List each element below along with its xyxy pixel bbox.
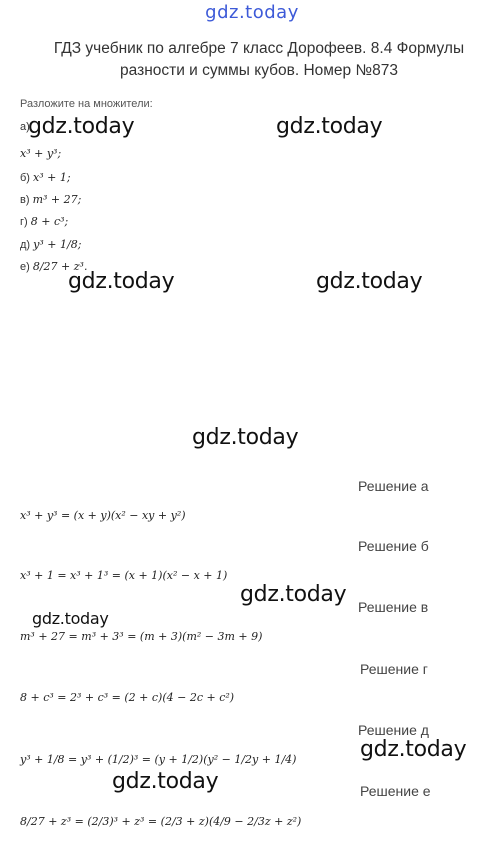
task-item-a-label: а) <box>20 121 30 133</box>
task-item-v: в) m³ + 27; <box>20 193 82 206</box>
watermark: gdz.today <box>240 582 347 607</box>
solution-d-formula: y³ + 1/8 = y³ + (1/2)³ = (y + 1/2)(y² − 1/2y + 1/4) <box>20 753 297 766</box>
solution-e-formula: 8/27 + z³ = (2/3)³ + z³ = (2/3 + z)(4/9 − 2/3z + z²) <box>20 815 302 828</box>
task-heading: Разложите на множители: <box>20 98 153 110</box>
solution-v-formula: m³ + 27 = m³ + 3³ = (m + 3)(m² − 3m + 9) <box>20 630 263 643</box>
task-item-a-expr: x³ + y³; <box>20 147 62 160</box>
solution-g-formula: 8 + c³ = 2³ + c³ = (2 + c)(4 − 2c + c²) <box>20 691 235 704</box>
watermark: gdz.today <box>276 114 383 139</box>
solution-d-label: Решение д <box>358 722 429 738</box>
task-item-d: д) y³ + 1/8; <box>20 238 82 251</box>
solution-g-label: Решение г <box>360 661 428 677</box>
solution-e-label: Решение е <box>360 783 431 799</box>
watermark: gdz.today <box>192 425 299 450</box>
solution-b-label: Решение б <box>358 538 429 554</box>
solution-a-formula: x³ + y³ = (x + y)(x² − xy + y²) <box>20 509 186 522</box>
watermark: gdz.today <box>316 269 423 294</box>
task-item-g: г) 8 + c³; <box>20 215 69 228</box>
watermark: gdz.today <box>28 114 135 139</box>
watermark: gdz.today <box>112 769 219 794</box>
solution-v-label: Решение в <box>358 599 429 615</box>
watermark: gdz.today <box>68 269 175 294</box>
task-item-b: б) x³ + 1; <box>20 171 71 184</box>
task-item-e: е) 8/27 + z³. <box>20 260 88 273</box>
page-title: ГДЗ учебник по алгебре 7 класс Дорофеев. 8.4 Формулы разности и суммы кубов. Номер №873 <box>53 40 465 79</box>
watermark: gdz.today <box>32 609 109 628</box>
solution-b-formula: x³ + 1 = x³ + 1³ = (x + 1)(x² − x + 1) <box>20 569 228 582</box>
watermark: gdz.today <box>360 737 467 762</box>
site-logo[interactable]: gdz.today <box>205 2 299 23</box>
solution-a-label: Решение а <box>358 478 429 494</box>
